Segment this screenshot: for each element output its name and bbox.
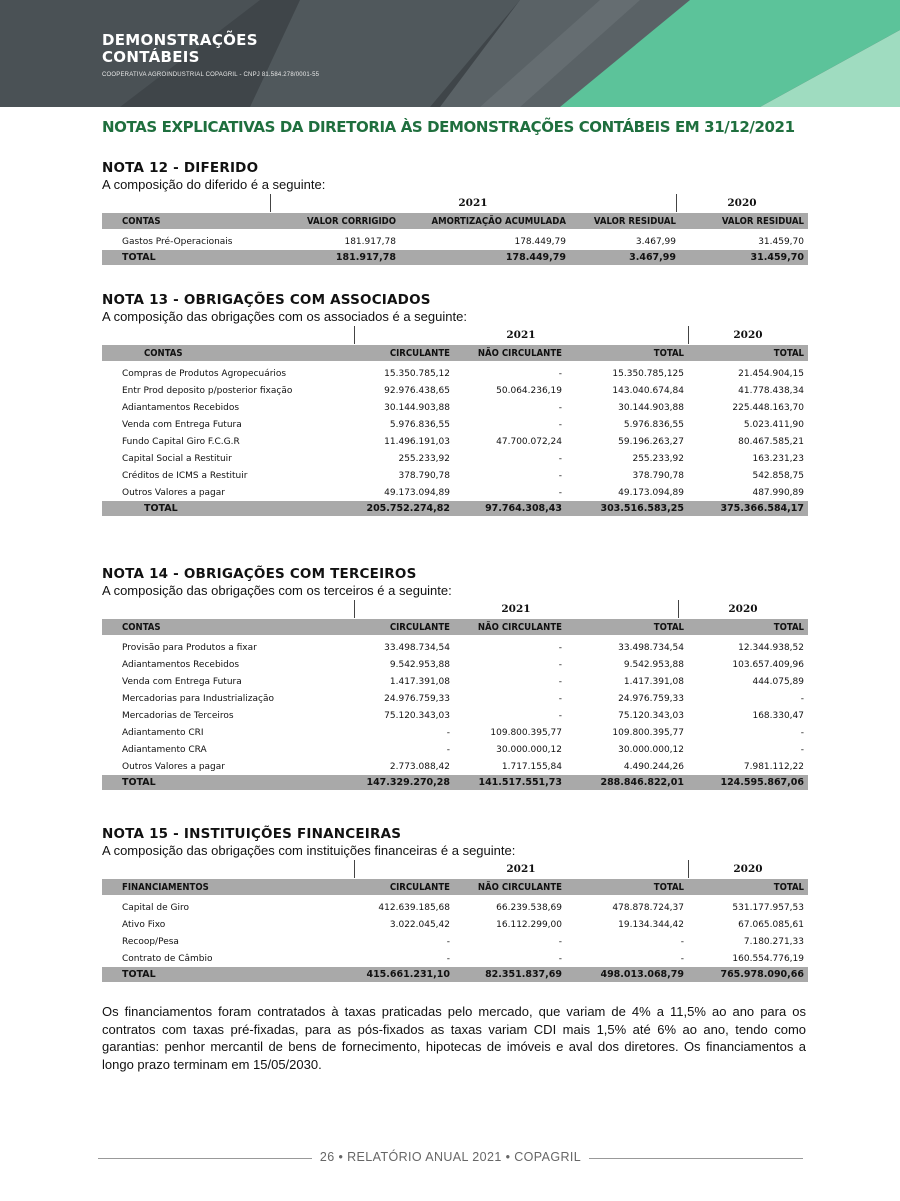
cell-value: 5.976.836,55	[623, 419, 684, 430]
cell-value: -	[558, 693, 562, 704]
table-row	[102, 758, 808, 775]
cell-value: -	[558, 453, 562, 464]
row-label: Venda com Entrega Futura	[122, 419, 242, 430]
col-header: VALOR RESIDUAL	[680, 213, 808, 229]
row-label: Recoop/Pesa	[122, 936, 179, 947]
table-row	[102, 233, 808, 250]
table-row	[102, 450, 808, 467]
total-value: 765.978.090,66	[688, 967, 808, 982]
title-line-1: DEMONSTRAÇÕES	[102, 31, 258, 49]
nota-15-title: NOTA 15 - INSTITUIÇÕES FINANCEIRAS	[102, 826, 402, 842]
total-value: 415.661.231,10	[354, 967, 454, 982]
col-header: TOTAL	[688, 879, 808, 895]
table-row	[102, 933, 808, 950]
col-header: AMORTIZAÇÃO ACUMULADA	[400, 213, 570, 229]
total-value: 178.449,79	[400, 250, 570, 265]
cell-value: 16.112.299,00	[496, 919, 562, 930]
row-label: Venda com Entrega Futura	[122, 676, 242, 687]
col-header: TOTAL	[688, 619, 808, 635]
cell-value: 24.976.759,33	[618, 693, 684, 704]
col-header: VALOR RESIDUAL	[570, 213, 680, 229]
cell-value: 49.173.094,89	[384, 487, 450, 498]
cell-value: -	[680, 953, 684, 964]
cell-value: 31.459,70	[758, 236, 804, 247]
col-header: CIRCULANTE	[354, 879, 454, 895]
year-2021-label: 2021	[501, 603, 531, 615]
table-row	[102, 365, 808, 382]
report-section-title	[102, 32, 258, 66]
cell-value: -	[558, 676, 562, 687]
cell-value: 412.639.185,68	[378, 902, 450, 913]
cell-value: -	[558, 470, 562, 481]
cell-value: 3.022.045,42	[389, 919, 450, 930]
cell-value: 143.040.674,84	[612, 385, 684, 396]
total-value: 82.351.837,69	[454, 967, 566, 982]
table-row	[102, 950, 808, 967]
col-header: NÃO CIRCULANTE	[454, 345, 566, 361]
cell-value: 542.858,75	[752, 470, 804, 481]
row-label: Outros Valores a pagar	[122, 487, 225, 498]
cell-value: 30.000.000,12	[496, 744, 562, 755]
row-label: Capital de Giro	[122, 902, 190, 913]
total-row	[102, 501, 808, 516]
year-2021-label: 2021	[458, 197, 488, 209]
row-label: Ativo Fixo	[122, 919, 166, 930]
table-row	[102, 467, 808, 484]
cell-value: -	[446, 727, 450, 738]
cell-value: 33.498.734,54	[618, 642, 684, 653]
table-row	[102, 484, 808, 501]
cell-value: 109.800.395,77	[490, 727, 562, 738]
cell-value: 255.233,92	[398, 453, 450, 464]
cell-value: -	[558, 953, 562, 964]
year-2020-label: 2020	[733, 863, 763, 875]
row-label: Outros Valores a pagar	[122, 761, 225, 772]
cell-value: 59.196.263,27	[618, 436, 684, 447]
cell-value: 15.350.785,125	[612, 368, 684, 379]
row-label: Compras de Produtos Agropecuários	[122, 368, 287, 379]
table-row	[102, 639, 808, 656]
cell-value: 41.778.438,34	[738, 385, 804, 396]
year-2020-label: 2020	[727, 197, 757, 209]
financing-paragraph: Os financiamentos foram contratados à taxas praticadas pelo mercado, que variam de 4% a 11,5% ao ano para os contratos com taxas pré-fixadas, para as pós-fixados as taxas variam CDI mais 1,5% até 6% ao ano, tendo como garantias: penhor mercantil de bens de fornecimento, hipotecas de imóveis e aval dos diretores. Os financiamentos a longo prazo terminam em 15/05/2030.	[102, 1004, 806, 1072]
cell-value: 80.467.585,21	[738, 436, 804, 447]
nota-12-title: NOTA 12 - DIFERIDO	[102, 160, 259, 176]
cell-value: -	[800, 693, 804, 704]
cell-value: 9.542.953,88	[623, 659, 684, 670]
table-row	[102, 656, 808, 673]
nota-14-title: NOTA 14 - OBRIGAÇÕES COM TERCEIROS	[102, 566, 417, 582]
cell-value: 4.490.244,26	[623, 761, 684, 772]
cell-value: -	[558, 936, 562, 947]
cell-value: 168.330,47	[752, 710, 804, 721]
cell-value: 47.700.072,24	[496, 436, 562, 447]
year-row	[102, 599, 808, 619]
cell-value: 30.000.000,12	[618, 744, 684, 755]
cell-value: -	[680, 936, 684, 947]
col-header-contas: CONTAS	[102, 345, 354, 361]
col-header: NÃO CIRCULANTE	[454, 879, 566, 895]
cell-value: 1.417.391,08	[389, 676, 450, 687]
cell-value: 19.134.344,42	[618, 919, 684, 930]
cell-value: 531.177.957,53	[732, 902, 804, 913]
cell-value: -	[558, 710, 562, 721]
row-label: Mercadorias de Terceiros	[122, 710, 234, 721]
table-row	[102, 433, 808, 450]
col-header: TOTAL	[566, 345, 688, 361]
total-value: 498.013.068,79	[566, 967, 688, 982]
total-value: 124.595.867,06	[688, 775, 808, 790]
cell-value: -	[558, 419, 562, 430]
row-label: Fundo Capital Giro F.C.G.R	[122, 436, 240, 447]
col-header: TOTAL	[566, 879, 688, 895]
year-2020-label: 2020	[728, 603, 758, 615]
row-label: Gastos Pré-Operacionais	[122, 236, 233, 247]
cell-value: 378.790,78	[398, 470, 450, 481]
total-label: TOTAL	[102, 967, 354, 982]
row-label: Capital Social a Restituir	[122, 453, 232, 464]
row-label: Adiantamento CRA	[122, 744, 207, 755]
table-row	[102, 399, 808, 416]
cell-value: 255.233,92	[632, 453, 684, 464]
cell-value: 7.180.271,33	[743, 936, 804, 947]
row-label: Adiantamento CRI	[122, 727, 204, 738]
cell-value: 49.173.094,89	[618, 487, 684, 498]
cell-value: -	[446, 936, 450, 947]
year-2021-label: 2021	[506, 863, 536, 875]
cell-value: 478.878.724,37	[612, 902, 684, 913]
nota-15-table	[102, 879, 808, 982]
total-value: 303.516.583,25	[566, 501, 688, 516]
cell-value: 178.449,79	[514, 236, 566, 247]
nota-14-section	[102, 566, 808, 790]
col-header: VALOR CORRIGIDO	[270, 213, 400, 229]
col-header: TOTAL	[688, 345, 808, 361]
total-value: 181.917,78	[270, 250, 400, 265]
total-value: 205.752.274,82	[354, 501, 454, 516]
total-value: 97.764.308,43	[454, 501, 566, 516]
cell-value: -	[800, 727, 804, 738]
page-footer	[98, 1150, 803, 1170]
cell-value: -	[446, 953, 450, 964]
cell-value: 33.498.734,54	[384, 642, 450, 653]
cell-value: 3.467,99	[635, 236, 676, 247]
table-row	[102, 707, 808, 724]
nota-12-section	[102, 160, 808, 265]
cell-value: 444.075,89	[752, 676, 804, 687]
table-row	[102, 916, 808, 933]
total-value: 375.366.584,17	[688, 501, 808, 516]
cell-value: 2.773.088,42	[389, 761, 450, 772]
col-header: CIRCULANTE	[354, 345, 454, 361]
row-label: Adiantamentos Recebidos	[122, 402, 240, 413]
table-row	[102, 741, 808, 758]
total-row	[102, 967, 808, 982]
col-header-financiamentos: FINANCIAMENTOS	[102, 879, 354, 895]
year-2021-label: 2021	[506, 329, 536, 341]
total-value: 147.329.270,28	[354, 775, 454, 790]
cell-value: 66.239.538,69	[496, 902, 562, 913]
cell-value: 50.064.236,19	[496, 385, 562, 396]
nota-13-section	[102, 292, 808, 516]
cell-value: -	[446, 744, 450, 755]
nota-15-intro: A composição das obrigações com instituições financeiras é a seguinte:	[102, 843, 516, 858]
table-row	[102, 382, 808, 399]
year-2020-label: 2020	[733, 329, 763, 341]
row-label: Contrato de Câmbio	[122, 953, 213, 964]
row-label: Provisão para Produtos a fixar	[122, 642, 257, 653]
cell-value: 487.990,89	[752, 487, 804, 498]
cell-value: 181.917,78	[344, 236, 396, 247]
cell-value: 163.231,23	[752, 453, 804, 464]
total-label: TOTAL	[102, 501, 354, 516]
col-header-contas: CONTAS	[102, 213, 270, 229]
total-value: 31.459,70	[680, 250, 808, 265]
nota-13-table	[102, 345, 808, 516]
row-label: Entr Prod deposito p/posterior fixação	[122, 385, 293, 396]
total-value: 288.846.822,01	[566, 775, 688, 790]
nota-12-table	[102, 213, 808, 265]
company-subtitle: COOPERATIVA AGROINDUSTRIAL COPAGRIL - CNPJ 81.584.278/0001-55	[102, 72, 320, 78]
cell-value: 12.344.938,52	[738, 642, 804, 653]
nota-14-intro: A composição das obrigações com os terceiros é a seguinte:	[102, 583, 452, 598]
footer-text-wrap	[98, 1150, 803, 1164]
total-row	[102, 250, 808, 265]
cell-value: 103.657.409,96	[732, 659, 804, 670]
row-label: Mercadorias para Industrialização	[122, 693, 274, 704]
cell-value: 225.448.163,70	[732, 402, 804, 413]
cell-value: 30.144.903,88	[618, 402, 684, 413]
cell-value: 21.454.904,15	[738, 368, 804, 379]
year-row	[102, 325, 808, 345]
total-value: 3.467,99	[570, 250, 680, 265]
cell-value: 378.790,78	[632, 470, 684, 481]
page-heading: NOTAS EXPLICATIVAS DA DIRETORIA ÀS DEMONSTRAÇÕES CONTÁBEIS EM 31/12/2021	[102, 118, 795, 136]
cell-value: -	[558, 368, 562, 379]
year-row	[102, 859, 808, 879]
table-row	[102, 899, 808, 916]
total-row	[102, 775, 808, 790]
cell-value: 5.976.836,55	[389, 419, 450, 430]
cell-value: 9.542.953,88	[389, 659, 450, 670]
total-label: TOTAL	[102, 775, 354, 790]
cell-value: -	[558, 642, 562, 653]
cell-value: 67.065.085,61	[738, 919, 804, 930]
total-value: 141.517.551,73	[454, 775, 566, 790]
cell-value: -	[558, 659, 562, 670]
cell-value: 7.981.112,22	[743, 761, 804, 772]
nota-15-section	[102, 826, 808, 982]
cell-value: 11.496.191,03	[384, 436, 450, 447]
nota-13-title: NOTA 13 - OBRIGAÇÕES COM ASSOCIADOS	[102, 292, 431, 308]
total-label: TOTAL	[102, 250, 270, 265]
nota-12-intro: A composição do diferido é a seguinte:	[102, 177, 326, 192]
cell-value: 75.120.343,03	[618, 710, 684, 721]
col-header: TOTAL	[566, 619, 688, 635]
row-label: Créditos de ICMS a Restituir	[122, 470, 248, 481]
cell-value: 160.554.776,19	[732, 953, 804, 964]
col-header: CIRCULANTE	[354, 619, 454, 635]
footer-text: 26 • RELATÓRIO ANUAL 2021 • COPAGRIL	[312, 1150, 589, 1164]
nota-13-intro: A composição das obrigações com os associados é a seguinte:	[102, 309, 467, 324]
cell-value: -	[558, 402, 562, 413]
row-label: Adiantamentos Recebidos	[122, 659, 240, 670]
header-banner	[0, 0, 900, 107]
col-header: NÃO CIRCULANTE	[454, 619, 566, 635]
cell-value: -	[800, 744, 804, 755]
year-row	[102, 193, 808, 213]
cell-value: 30.144.903,88	[384, 402, 450, 413]
cell-value: 1.417.391,08	[623, 676, 684, 687]
cell-value: 109.800.395,77	[612, 727, 684, 738]
cell-value: 92.976.438,65	[384, 385, 450, 396]
nota-14-table	[102, 619, 808, 790]
table-row	[102, 673, 808, 690]
col-header-contas: CONTAS	[102, 619, 354, 635]
cell-value: 75.120.343,03	[384, 710, 450, 721]
cell-value: 1.717.155,84	[501, 761, 562, 772]
table-row	[102, 690, 808, 707]
cell-value: 24.976.759,33	[384, 693, 450, 704]
table-row	[102, 416, 808, 433]
cell-value: 15.350.785,12	[384, 368, 450, 379]
cell-value: 5.023.411,90	[743, 419, 804, 430]
cell-value: -	[558, 487, 562, 498]
title-line-2: CONTÁBEIS	[102, 48, 200, 66]
table-row	[102, 724, 808, 741]
